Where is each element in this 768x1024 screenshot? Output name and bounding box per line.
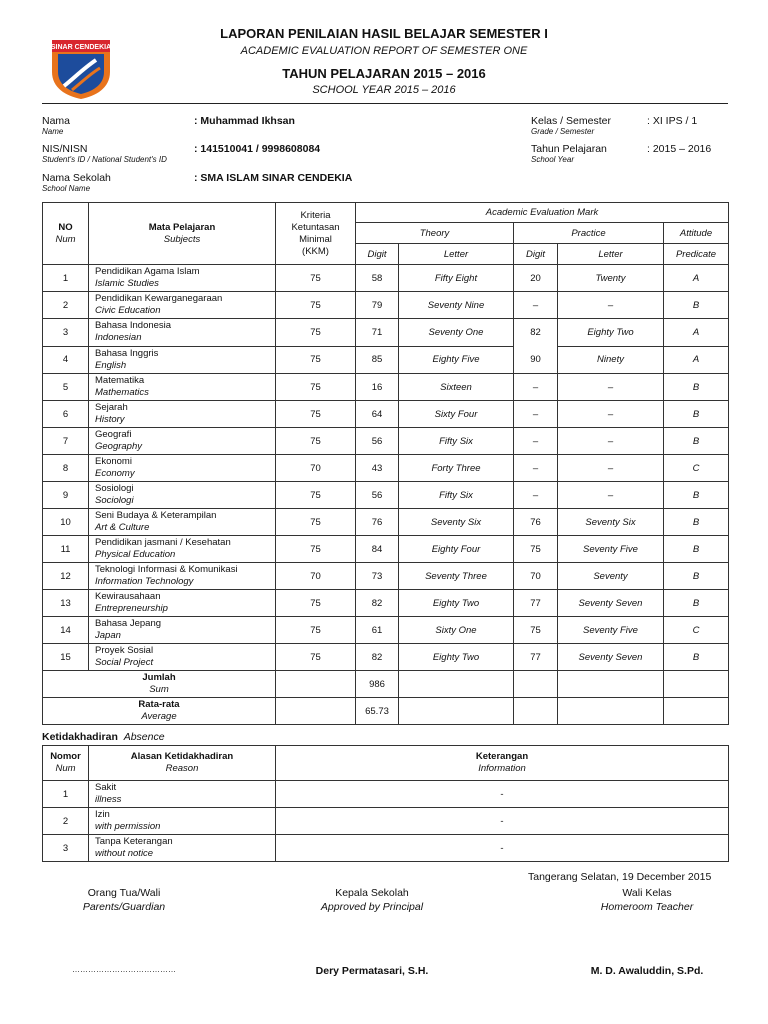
subject-row <box>43 455 729 482</box>
attitude-predicate: B <box>664 292 729 319</box>
subject-no: 13 <box>43 590 89 617</box>
subject-row <box>43 590 729 617</box>
absence-no: 3 <box>43 835 89 862</box>
subject-row <box>43 428 729 455</box>
school-value: : SMA ISLAM SINAR CENDEKIA <box>194 172 353 184</box>
attitude-predicate: B <box>664 590 729 617</box>
subject-kkm: 75 <box>276 401 356 428</box>
theory-digit: 82 <box>356 644 399 671</box>
subject-kkm: 75 <box>276 590 356 617</box>
absence-no: 1 <box>43 781 89 808</box>
theory-letter: Seventy One <box>399 319 514 347</box>
attitude-predicate: B <box>664 482 729 509</box>
practice-letter: Seventy Five <box>558 536 664 563</box>
school-year-value: : 2015 – 2016 <box>647 143 712 155</box>
absence-row <box>43 808 729 835</box>
attitude-predicate: B <box>664 428 729 455</box>
mark-header: Academic Evaluation Mark <box>356 203 729 223</box>
theory-digit: 76 <box>356 509 399 536</box>
practice-letter: – <box>558 428 664 455</box>
subject-name-en: Mathematics <box>95 387 149 398</box>
teacher-name: M. D. Awaluddin, S.Pd. <box>590 965 704 977</box>
practice-digit: 75 <box>514 536 558 563</box>
name-sub-label: Name <box>42 127 64 136</box>
subject-kkm: 75 <box>276 292 356 319</box>
practice-letter: – <box>558 374 664 401</box>
subject-name-en: Entrepreneurship <box>95 603 168 614</box>
subject-kkm: 75 <box>276 536 356 563</box>
theory-digit-header: Digit <box>356 244 399 265</box>
practice-letter: – <box>558 482 664 509</box>
absence-info: - <box>276 781 729 808</box>
year-title: TAHUN PELAJARAN 2015 – 2016 <box>282 66 486 81</box>
subject-no: 15 <box>43 644 89 671</box>
practice-digit: – <box>514 482 558 509</box>
col-subject-header: Mata Pelajaran Subjects <box>89 203 276 265</box>
practice-digit: – <box>514 428 558 455</box>
theory-letter: Forty Three <box>399 455 514 482</box>
school-label: Nama Sekolah <box>42 172 111 184</box>
parent-signature-line: ………………………………… <box>72 965 176 974</box>
subject-row <box>43 401 729 428</box>
theory-digit: 56 <box>356 482 399 509</box>
absence-reason-header: Alasan Ketidakhadiran Reason <box>89 746 276 781</box>
practice-digit-value: 82 <box>530 327 541 338</box>
subject-name <box>89 644 276 671</box>
subject-no: 7 <box>43 428 89 455</box>
subject-name-en: History <box>95 414 125 425</box>
subject-name <box>89 590 276 617</box>
theory-digit: 43 <box>356 455 399 482</box>
attitude-predicate: C <box>664 455 729 482</box>
attitude-predicate: B <box>664 374 729 401</box>
theory-letter: Seventy Six <box>399 509 514 536</box>
subject-no: 11 <box>43 536 89 563</box>
practice-digit: – <box>514 292 558 319</box>
subject-name <box>89 482 276 509</box>
absence-table <box>42 745 729 862</box>
subject-name-en: English <box>95 359 127 371</box>
subject-name-id: Pendidikan jasmani / Kesehatan <box>95 537 231 548</box>
principal-name: Dery Permatasari, S.H. <box>315 965 429 977</box>
subject-row <box>43 319 729 347</box>
subject-name-en: Indonesian <box>95 332 142 344</box>
col-no-header: NO Num <box>43 203 89 265</box>
practice-digit: 76 <box>514 509 558 536</box>
subject-name-en: Islamic Studies <box>95 278 159 289</box>
subject-name-en: Sociologi <box>95 495 134 506</box>
subject-name <box>89 374 276 401</box>
practice-digit: – <box>514 374 558 401</box>
subject-name-en: Geography <box>95 441 143 452</box>
subject-name-id: Ekonomi <box>95 456 132 467</box>
attitude-predicate: B <box>664 401 729 428</box>
subject-name-id: Sosiologi <box>95 483 134 494</box>
predicate-header: Predicate <box>664 244 729 265</box>
practice-digit: 70 <box>514 563 558 590</box>
subject-name <box>89 455 276 482</box>
theory-letter: Eighty Five <box>399 346 514 374</box>
subject-name <box>89 292 276 319</box>
theory-digit: 58 <box>356 265 399 292</box>
name-label: Nama <box>42 115 71 127</box>
subject-name-id: Sejarah <box>95 402 128 413</box>
practice-digit: 77 <box>514 644 558 671</box>
subject-kkm: 75 <box>276 319 356 347</box>
attitude-header: Attitude <box>664 223 729 244</box>
subject-row <box>43 509 729 536</box>
subject-name <box>89 401 276 428</box>
school-sub-label: School Name <box>42 184 91 193</box>
practice-letter: Twenty <box>558 265 664 292</box>
col-kkm-header: Kriteria Ketuntasan Minimal (KKM) <box>276 203 356 265</box>
subject-name-id: Proyek Sosial <box>95 645 154 656</box>
practice-letter: Eighty Two <box>558 319 664 347</box>
attitude-predicate: B <box>664 509 729 536</box>
attitude-predicate: C <box>664 617 729 644</box>
logo-text: SINAR CENDEKIA <box>50 44 112 51</box>
subject-row <box>43 346 729 374</box>
theory-letter: Fifty Eight <box>399 265 514 292</box>
theory-letter: Fifty Six <box>399 482 514 509</box>
subject-no: 10 <box>43 509 89 536</box>
sum-value: 986 <box>356 671 399 698</box>
theory-letter-header: Letter <box>399 244 514 265</box>
subject-row <box>43 374 729 401</box>
subject-kkm: 70 <box>276 563 356 590</box>
absence-no-header: Nomor Num <box>43 746 89 781</box>
subject-name-id: Bahasa Inggris <box>95 347 159 359</box>
theory-digit: 79 <box>356 292 399 319</box>
subject-name-id: Kewirausahaan <box>95 591 161 602</box>
theory-digit: 85 <box>356 346 399 374</box>
subject-name <box>89 536 276 563</box>
subject-name-en: Social Project <box>95 657 154 668</box>
practice-digit: – <box>514 455 558 482</box>
absence-info: - <box>276 835 729 862</box>
report-subtitle: ACADEMIC EVALUATION REPORT OF SEMESTER ONE <box>240 45 528 57</box>
subject-name-id: Pendidikan Kewarganegaraan <box>95 293 223 304</box>
attitude-predicate: B <box>664 644 729 671</box>
subject-name <box>89 346 276 374</box>
theory-letter: Seventy Nine <box>399 292 514 319</box>
absence-reason <box>89 781 276 808</box>
principal-signature-block: Kepala Sekolah Approved by Principal <box>320 887 424 913</box>
subject-no: 4 <box>43 346 89 374</box>
subject-no: 6 <box>43 401 89 428</box>
subject-name-en: Civic Education <box>95 305 161 316</box>
name-value: : Muhammad Ikhsan <box>194 115 295 127</box>
theory-letter: Eighty Two <box>399 590 514 617</box>
subject-name-id: Bahasa Indonesia <box>95 320 172 332</box>
subject-no: 1 <box>43 265 89 292</box>
theory-letter: Fifty Six <box>399 428 514 455</box>
practice-digit: 20 <box>514 265 558 292</box>
theory-digit: 84 <box>356 536 399 563</box>
theory-digit: 56 <box>356 428 399 455</box>
subject-no: 2 <box>43 292 89 319</box>
theory-letter: Eighty Two <box>399 644 514 671</box>
subject-name-id: Seni Budaya & Keterampilan <box>95 510 217 521</box>
theory-digit: 64 <box>356 401 399 428</box>
class-sub-label: Grade / Semester <box>531 127 595 136</box>
theory-digit: 82 <box>356 590 399 617</box>
teacher-signature-block: Wali Kelas Homeroom Teacher <box>600 887 694 913</box>
average-value: 65.73 <box>356 698 399 725</box>
practice-letter: Seventy Seven <box>558 590 664 617</box>
practice-letter: Ninety <box>558 346 664 374</box>
attitude-predicate: B <box>664 563 729 590</box>
subject-row <box>43 292 729 319</box>
absence-reason <box>89 808 276 835</box>
absence-reason-en: with permission <box>95 821 161 832</box>
theory-letter: Eighty Four <box>399 536 514 563</box>
subject-kkm: 75 <box>276 482 356 509</box>
subject-no: 8 <box>43 455 89 482</box>
subject-name-id: Geografi <box>95 429 132 440</box>
practice-letter: – <box>558 292 664 319</box>
practice-letter-header: Letter <box>558 244 664 265</box>
absence-reason <box>89 835 276 862</box>
absence-reason-id: Izin <box>95 809 110 820</box>
attitude-predicate: A <box>664 265 729 292</box>
subject-no: 12 <box>43 563 89 590</box>
theory-letter: Seventy Three <box>399 563 514 590</box>
subject-name-id: Pendidikan Agama Islam <box>95 266 200 277</box>
absence-no: 2 <box>43 808 89 835</box>
practice-letter: Seventy <box>558 563 664 590</box>
year-subtitle: SCHOOL YEAR 2015 – 2016 <box>312 84 456 96</box>
subject-name <box>89 563 276 590</box>
sum-label: Jumlah Sum <box>43 671 276 698</box>
subject-kkm: 70 <box>276 455 356 482</box>
subject-name <box>89 319 276 347</box>
practice-digit: – <box>514 401 558 428</box>
subject-name-en: Information Technology <box>95 576 194 587</box>
subject-name-en: Japan <box>95 630 121 641</box>
absence-reason-id: Sakit <box>95 782 117 793</box>
practice-letter: Seventy Five <box>558 617 664 644</box>
subject-name <box>89 509 276 536</box>
practice-letter: – <box>558 401 664 428</box>
practice-digit: 77 <box>514 590 558 617</box>
subject-name-en: Economy <box>95 468 135 479</box>
subject-row <box>43 265 729 292</box>
subject-row <box>43 617 729 644</box>
subject-no: 14 <box>43 617 89 644</box>
subject-row <box>43 482 729 509</box>
absence-title: Ketidakhadiran Absence <box>42 731 165 743</box>
subject-kkm: 75 <box>276 428 356 455</box>
theory-header: Theory <box>356 223 514 244</box>
practice-header: Practice <box>514 223 664 244</box>
attitude-predicate: A <box>664 346 729 374</box>
subject-kkm: 75 <box>276 509 356 536</box>
practice-letter: – <box>558 455 664 482</box>
absence-reason-en: illness <box>95 794 122 805</box>
theory-letter: Sixty One <box>399 617 514 644</box>
absence-reason-id: Tanpa Keterangan <box>95 836 173 847</box>
header-divider <box>42 103 728 104</box>
school-year-sub-label: School Year <box>531 155 574 164</box>
nis-label: NIS/NISN <box>42 143 88 155</box>
nis-sub-label: Student's ID / National Student's ID <box>42 155 167 164</box>
subject-name <box>89 428 276 455</box>
practice-letter: Seventy Seven <box>558 644 664 671</box>
class-value: : XI IPS / 1 <box>647 115 698 127</box>
theory-digit: 61 <box>356 617 399 644</box>
practice-digit <box>514 319 558 374</box>
report-title: LAPORAN PENILAIAN HASIL BELAJAR SEMESTER I <box>220 26 548 41</box>
subject-kkm: 75 <box>276 265 356 292</box>
subject-no: 9 <box>43 482 89 509</box>
average-label: Rata-rata Average <box>43 698 276 725</box>
subject-row <box>43 563 729 590</box>
subject-name <box>89 265 276 292</box>
attitude-predicate: B <box>664 536 729 563</box>
theory-digit: 16 <box>356 374 399 401</box>
practice-letter: Seventy Six <box>558 509 664 536</box>
absence-row <box>43 781 729 808</box>
subject-name <box>89 617 276 644</box>
subject-name-en: Physical Education <box>95 549 176 560</box>
theory-letter: Sixty Four <box>399 401 514 428</box>
subject-kkm: 75 <box>276 644 356 671</box>
theory-letter: Sixteen <box>399 374 514 401</box>
nis-value: : 141510041 / 9998608084 <box>194 143 321 155</box>
absence-reason-en: without notice <box>95 848 154 859</box>
subject-name-en: Art & Culture <box>95 522 150 533</box>
subject-kkm: 75 <box>276 617 356 644</box>
class-label: Kelas / Semester <box>531 115 611 127</box>
subject-name-id: Teknologi Informasi & Komunikasi <box>95 564 238 575</box>
subject-kkm: 75 <box>276 346 356 374</box>
subject-kkm: 75 <box>276 374 356 401</box>
absence-info-header: Keterangan Information <box>276 746 729 781</box>
place-date: Tangerang Selatan, 19 December 2015 <box>528 871 712 883</box>
absence-row <box>43 835 729 862</box>
theory-digit: 73 <box>356 563 399 590</box>
practice-digit-header: Digit <box>514 244 558 265</box>
grades-table <box>42 202 729 725</box>
practice-digit: 75 <box>514 617 558 644</box>
subject-name-id: Bahasa Jepang <box>95 618 162 629</box>
theory-digit: 71 <box>356 319 399 347</box>
school-year-label: Tahun Pelajaran <box>531 143 607 155</box>
subject-row <box>43 644 729 671</box>
subject-row <box>43 536 729 563</box>
absence-info: - <box>276 808 729 835</box>
attitude-predicate: A <box>664 319 729 347</box>
parent-signature-block: Orang Tua/Wali Parents/Guardian <box>82 887 166 913</box>
subject-name-id: Matematika <box>95 375 145 386</box>
subject-no: 5 <box>43 374 89 401</box>
subject-no: 3 <box>43 319 89 347</box>
practice-digit-value: 90 <box>530 354 541 365</box>
